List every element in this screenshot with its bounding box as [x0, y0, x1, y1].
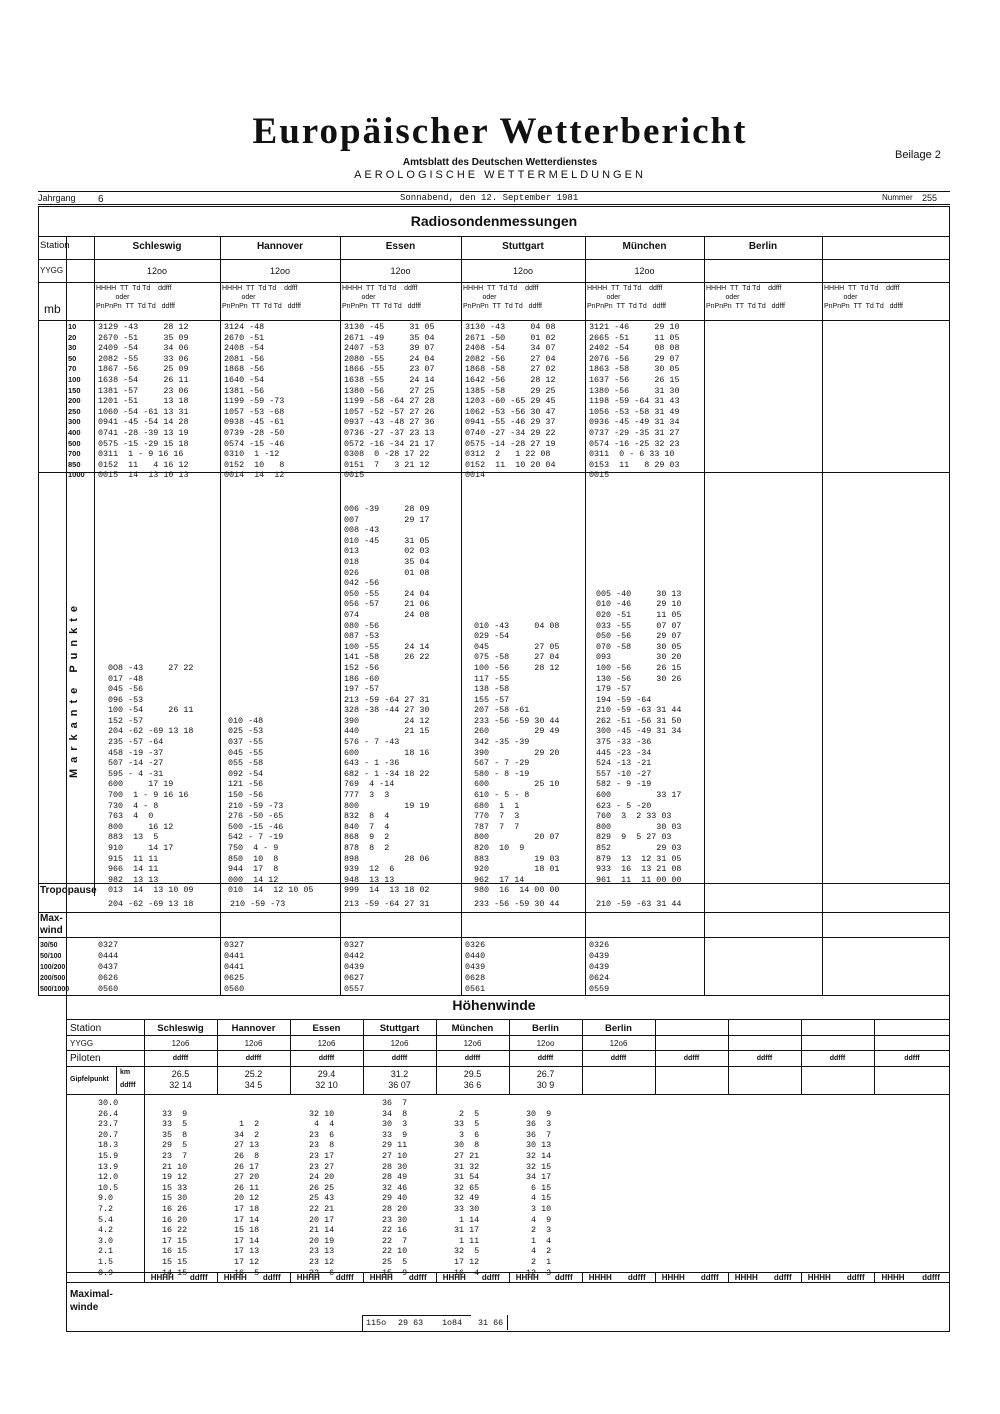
hw-ddfff-footer: ddfff — [700, 1273, 719, 1282]
hw-ddfff-footer: ddfff — [627, 1273, 646, 1282]
hw-ddfff-header: ddfff — [464, 1055, 481, 1062]
station-name: Essen — [385, 241, 416, 252]
yygg-label: YYGG — [40, 266, 64, 275]
hw-obs-time: 12o6 — [244, 1039, 263, 1048]
col-line — [461, 236, 462, 996]
hw-ddfff-footer: ddfff — [408, 1273, 427, 1282]
hw-hhhh-footer: HHHH — [734, 1273, 758, 1282]
maximal-value-2: 29 63 — [398, 1318, 424, 1328]
maximal-value-4: 31 66 — [478, 1318, 504, 1328]
column-subheader: HHHH TT Td Td ddfff oder PnPnPn TT Td Td ddfff — [96, 285, 175, 310]
tropopause-hannover: 210 -59 -73 — [230, 899, 286, 909]
hw-wind-hannover: 1 2 34 2 27 13 26 8 26 17 27 20 26 11 20 12 17 18 17 14 15 18 17 14 17 13 17 12 16 5 — [234, 1119, 260, 1278]
station-name: Berlin — [748, 241, 778, 252]
issue-date: Sonnabend, den 12. September 1981 — [400, 193, 579, 203]
jahrgang-label: Jahrgang — [38, 193, 76, 203]
hw-ddfff-footer: ddfff — [846, 1273, 865, 1282]
tropopause-muenchen: 210 -59 -63 31 44 — [596, 899, 682, 909]
shear-essen: 0327 0442 0439 0627 0557 — [344, 940, 365, 994]
beilage-label: Beilage 2 — [895, 149, 941, 161]
col-line — [66, 236, 67, 996]
hw-ddfff-footer: ddfff — [922, 1273, 940, 1282]
station-name: Schleswig — [132, 241, 182, 252]
rule — [38, 236, 950, 237]
header-rule-2 — [38, 204, 950, 205]
hw-station-name: Berlin — [532, 1023, 559, 1034]
tropopause-label: Tropopause — [40, 885, 97, 896]
hw-wind-berlin: 30 9 36 3 36 7 30 13 32 14 32 15 34 17 6 15 4 15 3 10 4 9 2 3 1 4 4 2 2 1 12 3 — [526, 1108, 552, 1278]
gipfel-km: 25.2 — [244, 1069, 263, 1079]
station-name: Hannover — [256, 241, 304, 252]
col-line — [340, 236, 341, 996]
hw-ddfff-header: ddfff — [391, 1055, 408, 1062]
hw-yygg-label: YYGG — [70, 1039, 94, 1048]
hw-ddfff-footer: ddfff — [481, 1273, 500, 1282]
obs-time: 12oo — [634, 266, 655, 276]
markante-data-muenchen: 005 -40 30 13 010 -46 29 10 020 -51 11 05 033 -55 07 07 050 -56 29 07 070 -58 30 05 093 30 20 100 -56 26 15 130 -56 30 26 179 -57 194 -59 -64 210 -59 -63 31 44 262 -51 -56 31 50 300 -45 -49 31 34 375 -33 -36 445 -23 -34 524 -13 -21 557 -10 -27 582 - 9 -19 600 33 17 623 - 5 -20 760 3 2 33 03 800 30 03 829 9 5 27 03 852 29 03 879 13 12 31 05 933 16 13 21 08 961 11 11 00 00 — [596, 588, 682, 885]
hw-ddfff-header: ddfff — [245, 1055, 262, 1062]
hw-ddfff-header: ddfff — [683, 1055, 700, 1062]
hw-ddfff-header: ddfff — [537, 1055, 554, 1062]
hw-hhhh-footer: HHHH — [661, 1273, 685, 1282]
hw-hhhh-footer: HHHH — [807, 1273, 831, 1282]
hw-obs-time: 12o6 — [171, 1039, 190, 1048]
km-label: km — [120, 1069, 131, 1076]
column-subheader: HHHH TT Td Td ddfff oder PnPnPn TT Td Td ddfff — [824, 285, 903, 310]
col-line — [220, 236, 221, 996]
hw-ddfff-header: ddfff — [904, 1055, 920, 1062]
rule — [38, 320, 950, 321]
gipfel-ddfff: 34 5 — [244, 1080, 263, 1090]
col-line — [94, 236, 95, 896]
gipfel-ddfff: 36 07 — [388, 1080, 411, 1090]
level-data-muenchen: 3121 -46 29 10 2665 -51 11 05 2402 -54 08 08 2076 -56 29 07 1863 -58 30 05 1637 -56 26 15 1380 -56 31 30 1198 -59 -64 31 43 1056 -53 -58 31 49 0936 -45 -49 31 34 0737 -29 -35 31 27 0574 -16 -25 32 23 0311 0 - 6 33 10 0153 11 8 29 03 0015 — [589, 322, 680, 481]
gipfelpunkt-label: Gipfelpunkt — [70, 1076, 109, 1083]
hw-wind-essen: 32 10 4 4 23 6 23 8 23 17 23 27 24 20 26 25 25 43 22 21 20 17 21 14 20 19 23 13 23 12 23 6 — [309, 1108, 335, 1278]
markante-data-stuttgart: 010 -43 04 08 029 -54 045 27 05 075 -58 27 04 100 -56 28 12 117 -55 138 -58 155 -57 207 -58 -61 233 -56 -59 30 44 260 29 49 342 -35 -39 390 29 20 567 - 7 -29 580 - 8 -19 600 25 10 610 - 5 - 8 680 1 1 770 7 3 787 7 7 800 20 07 820 10 9 883 19 03 920 18 01 962 17 14 980 16 14 00 00 — [474, 620, 560, 896]
hw-hhhh-footer: HHHH — [223, 1273, 247, 1282]
hw-hhhh-footer: HHHH — [369, 1273, 393, 1282]
hw-hhhh-footer: HHHH — [881, 1273, 905, 1282]
col-line — [822, 236, 823, 996]
obs-time: 12oo — [390, 266, 411, 276]
rule — [66, 1035, 950, 1036]
hw-station-name: Hannover — [231, 1023, 276, 1034]
nummer-value: 255 — [922, 193, 938, 203]
hw-station-name: Schleswig — [157, 1023, 204, 1034]
hw-ddfff-footer: ddfff — [189, 1273, 208, 1282]
rule — [38, 937, 950, 938]
page-title: Europäischer Wetterbericht — [252, 111, 748, 152]
tropopause-schleswig: 204 -62 -69 13 18 — [108, 899, 194, 909]
rule — [66, 1066, 950, 1067]
markante-data-hannover: 010 -48 025 -53 037 -55 045 -55 055 -58 092 -54 121 -56 150 -56 210 -59 -73 276 -50 -65 500 -15 -46 542 - 7 -19 750 4 - 9 850 10 8 944 17 8 000 14 12 010 14 12 10 05 — [228, 715, 314, 896]
shear-muenchen: 0326 0439 0439 0624 0559 — [589, 940, 610, 994]
tropopause-essen: 213 -59 -64 27 31 — [344, 899, 430, 909]
hw-ddfff-footer: ddfff — [554, 1273, 573, 1282]
column-subheader: HHHH TT Td Td ddfff oder PnPnPn TT Td Td ddfff — [222, 285, 301, 310]
hw-hhhh-footer: HHHH — [515, 1273, 539, 1282]
hw-station-name: München — [451, 1023, 494, 1034]
hw-ddfff-header: ddfff — [172, 1055, 189, 1062]
station-name: Stuttgart — [502, 241, 544, 252]
shear-schleswig: 0327 0444 0437 0626 0560 — [98, 940, 119, 994]
hw-obs-time: 12o6 — [463, 1039, 482, 1048]
gipfel-km: 26.5 — [171, 1069, 190, 1079]
hw-ddfff-footer: ddfff — [773, 1273, 792, 1282]
column-subheader: HHHH TT Td Td ddfff oder PnPnPn TT Td Td ddfff — [463, 285, 542, 310]
level-data-stuttgart: 3130 -43 04 08 2671 -50 01 02 2408 -54 34 07 2082 -56 27 04 1868 -58 27 02 1642 -56 28 12 1385 -58 29 25 1203 -60 -65 29 45 1062 -53 -56 30 47 0941 -55 -46 29 37 0740 -27 -34 29 22 0575 -14 -28 27 19 0312 2 1 22 08 0152 11 10 20 04 0014 — [465, 322, 556, 481]
column-subheader: HHHH TT Td Td ddfff oder PnPnPn TT Td Td ddfff — [587, 285, 666, 310]
obs-time: 12oo — [146, 266, 168, 276]
gipfel-km: 26.7 — [536, 1069, 555, 1079]
hw-col-line — [116, 1066, 117, 1094]
hw-obs-time: 12oo — [536, 1039, 555, 1048]
hw-hhhh-footer: HHHH — [296, 1273, 320, 1282]
mb-label: mb — [44, 302, 61, 316]
rule — [38, 912, 950, 913]
nummer-label: Nummer — [882, 193, 913, 202]
hw-obs-time: 12o6 — [609, 1039, 628, 1048]
level-data-hannover: 3124 -48 2670 -51 2408 -54 2081 -56 1868 -56 1640 -54 1381 -56 1199 -59 -73 1057 -53 -68 0938 -45 -61 0739 -28 -50 0574 -15 -46 0310 1 -12 0152 10 8 0014 14 12 — [224, 322, 285, 481]
hw-wind-stuttgart: 36 7 34 8 30 3 33 9 29 11 27 10 28 30 28 49 32 46 29 40 28 20 23 30 22 16 22 7 22 10 25 5 15 9 — [382, 1098, 408, 1278]
section-title: AEROLOGISCHE WETTERMELDUNGEN — [354, 169, 646, 181]
gipfel-km: 29.4 — [317, 1069, 336, 1079]
tropopause-stuttgart: 233 -56 -59 30 44 — [474, 899, 560, 909]
gipfel-ddfff: 30 9 — [536, 1080, 555, 1090]
hw-obs-time: 12o6 — [317, 1039, 336, 1048]
gipfel-km: 29.5 — [463, 1069, 482, 1079]
rule — [66, 1050, 950, 1051]
rule — [38, 282, 950, 283]
hw-hhhh-footer: HHHH — [442, 1273, 466, 1282]
station-name: München — [622, 241, 667, 252]
hw-station-label: Station — [70, 1023, 102, 1034]
hw-ddfff-footer: ddfff — [262, 1273, 281, 1282]
jahrgang-value: 6 — [98, 194, 104, 205]
maximal-box-end — [507, 1315, 508, 1330]
level-data-schleswig: 3129 -43 28 12 2670 -51 35 09 2409 -54 34 06 2082 -55 33 06 1867 -56 25 09 1638 -54 26 11 1381 -57 23 06 1201 -51 13 18 1060 -54 -61 13 31 0941 -45 -54 14 28 0741 -28 -39 13 19 0575 -15 -29 15 18 0311 1 - 9 16 16 0152 11 4 16 12 0015 14 13 10 13 — [98, 322, 189, 481]
hw-station-name: Berlin — [605, 1023, 632, 1034]
hw-ddfff-header: ddfff — [829, 1055, 846, 1062]
rule — [66, 1019, 950, 1020]
hw-hhhh-footer: HHHH — [150, 1273, 174, 1282]
column-subheader: HHHH TT Td Td ddfff oder PnPnPn TT Td Td ddfff — [706, 285, 785, 310]
gipfel-ddfff: 32 14 — [169, 1080, 192, 1090]
maxwind-label: Max-wind — [40, 913, 63, 936]
hw-ddfff-header: ddfff — [318, 1055, 335, 1062]
subtitle: Amtsblatt des Deutschen Wetterdienstes — [402, 157, 598, 168]
hw-station-name: Essen — [312, 1023, 341, 1034]
hw-ddfff-header: ddfff — [756, 1055, 773, 1062]
rule — [66, 1282, 950, 1283]
hw-piloten-label: Piloten — [70, 1053, 101, 1064]
header-rule — [38, 191, 950, 192]
shear-stuttgart: 0326 0440 0439 0628 0561 — [465, 940, 486, 994]
gipfel-km: 31.2 — [390, 1069, 409, 1079]
hw-station-name: Stuttgart — [379, 1023, 420, 1034]
obs-time: 12oo — [269, 266, 291, 276]
radiosonde-title: Radiosondenmessungen — [410, 213, 578, 229]
markante-data-schleswig: 0O8 -43 27 22 017 -48 045 -56 096 -53 100 -54 26 11 152 -57 204 -62 -69 13 18 235 -57 -64 458 -19 -37 507 -14 -27 595 - 4 -31 600 17 19 700 1 - 9 16 16 730 4 - 8 763 4 0 800 16 12 883 13 5 910 14 17 915 11 11 966 14 11 982 13 13 013 14 13 10 09 — [108, 662, 194, 896]
maximal-value-1: 115o — [366, 1318, 387, 1328]
pressure-levels: 10 20 30 50 70 100 150 200 250 300 400 500 700 850 1000 — [68, 322, 85, 480]
level-data-essen: 3130 -45 31 05 2671 -49 35 04 2407 -53 39 07 2080 -55 24 04 1866 -55 23 07 1638 -55 24 14 1380 -56 27 25 1199 -58 -64 27 28 1057 -52 -57 27 26 0937 -43 -48 27 36 0736 -27 -37 23 13 0572 -16 -34 21 17 0308 0 -28 17 22 0151 7 3 21 12 0015 — [344, 322, 435, 481]
gipfel-ddfff-label: ddfff — [120, 1082, 136, 1089]
gipfel-ddfff: 36 6 — [463, 1080, 482, 1090]
shear-hannover: 0327 0441 0441 0625 0560 — [224, 940, 245, 994]
markante-data-essen: 006 -39 28 09 007 29 17 008 -43 010 -45 31 05 013 02 03 018 35 04 026 01 08 042 -56 050 -55 24 04 056 -57 21 06 074 24 08 080 -56 087 -53 100 -55 24 14 141 -58 26 22 152 -56 186 -60 197 -57 213 -59 -64 27 31 328 -38 -44 27 30 390 24 12 440 21 15 576 - 7 -43 600 18 16 643 - 1 -36 682 - 1 -34 18 22 769 4 -14 777 3 3 800 19 19 832 8 4 840 7 4 868 9 2 878 8 2 898 28 06 939 12 6 948 13 13 999 14 13 18 02 — [344, 504, 430, 896]
hw-wind-schleswig: 33 9 33 5 35 8 29 5 23 7 21 10 19 12 15 33 15 30 16 26 16 20 16 22 17 15 16 15 15 15 14 15 — [162, 1108, 188, 1278]
markante-punkte-label: Markante Punkte — [68, 600, 80, 779]
hw-ddfff-header: ddfff — [610, 1055, 627, 1062]
maximal-value-3: 1o84 — [442, 1318, 463, 1328]
hw-heights: 30.0 26.4 23.7 20.7 18.3 15.9 13.9 12.0 10.5 9.0 7.2 5.4 4.2 3.0 2.1 1.5 0.9 — [98, 1098, 119, 1278]
col-line — [585, 236, 586, 996]
gipfel-ddfff: 32 10 — [315, 1080, 338, 1090]
maximalwinde-label: Maximal-winde — [70, 1289, 113, 1313]
obs-time: 12oo — [512, 266, 534, 276]
rule — [38, 259, 950, 260]
hoehenwinde-title: Höhenwinde — [452, 997, 536, 1013]
column-subheader: HHHH TT Td Td ddfff oder PnPnPn TT Td Td ddfff — [342, 285, 421, 310]
col-line — [704, 236, 705, 996]
rule — [66, 1094, 950, 1095]
hw-hhhh-footer: HHHH — [588, 1273, 612, 1282]
hw-ddfff-footer: ddfff — [335, 1273, 354, 1282]
hw-obs-time: 12o6 — [390, 1039, 409, 1048]
shear-levels: 30/50 50/100 100/200 200/500 500/1000 — [40, 942, 70, 993]
station-label: Station — [40, 240, 70, 251]
hw-wind-muenchen: 2 5 33 5 3 6 30 8 27 21 31 32 31 54 32 65 32 49 33 30 1 14 31 17 1 11 32 5 17 12 16 4 — [454, 1108, 480, 1278]
